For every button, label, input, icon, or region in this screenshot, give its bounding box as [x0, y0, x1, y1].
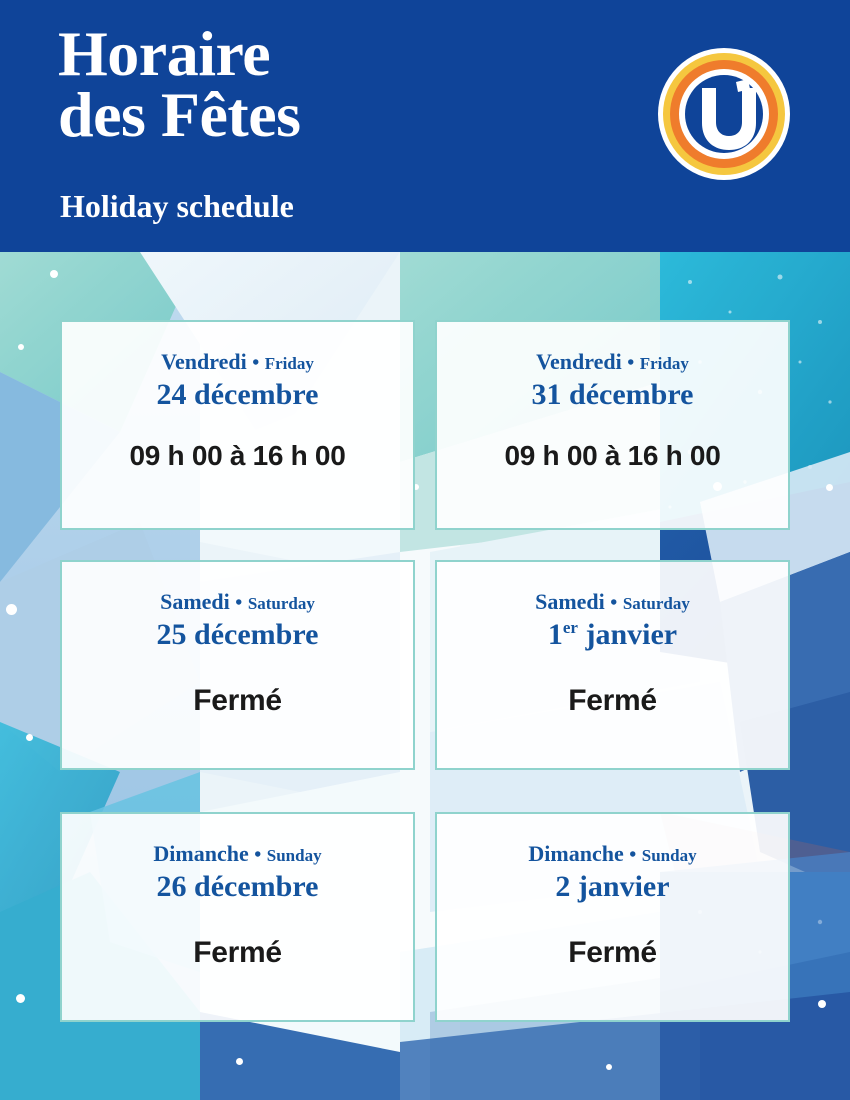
day-fr: Samedi [535, 589, 605, 614]
page-subtitle: Holiday schedule [60, 188, 294, 224]
card-date-rest: janvier [577, 618, 678, 652]
page-title-line1: Horaire [58, 18, 271, 89]
card-hours: Fermé [568, 683, 657, 717]
schedule-grid [0, 252, 850, 1100]
day-fr: Vendredi [536, 349, 622, 374]
page-title-line2: des Fêtes [58, 78, 301, 150]
day-fr: Dimanche [528, 841, 624, 866]
u-logo-icon [658, 48, 790, 180]
schedule-card [60, 560, 415, 770]
day-separator: • [254, 844, 262, 866]
card-date-text: 2 janvier [555, 870, 670, 904]
card-date-text: 25 décembre [156, 618, 319, 652]
day-fr: Dimanche [153, 841, 249, 866]
day-fr: Samedi [160, 589, 230, 614]
day-en: Sunday [641, 846, 697, 865]
day-separator: • [627, 352, 635, 374]
card-hours: Fermé [568, 935, 657, 969]
card-day-label [62, 350, 413, 374]
card-date [437, 616, 788, 654]
card-date [437, 376, 788, 414]
schedule-card [60, 320, 415, 530]
day-separator: • [252, 352, 260, 374]
card-date-text: 26 décembre [156, 870, 319, 904]
card-hours: 09 h 00 à 16 h 00 [504, 439, 721, 471]
u-letter-glyph [658, 48, 790, 180]
card-day-label [62, 590, 413, 614]
page-title [58, 18, 301, 150]
day-en: Friday [264, 354, 314, 373]
day-en: Saturday [247, 594, 315, 613]
card-day-label [437, 590, 788, 614]
day-fr: Vendredi [161, 349, 247, 374]
schedule-card [435, 812, 790, 1022]
card-date [437, 868, 788, 906]
card-hours: Fermé [193, 935, 282, 969]
schedule-card [435, 560, 790, 770]
day-separator: • [235, 592, 243, 614]
card-day-label [437, 842, 788, 866]
day-en: Sunday [266, 846, 322, 865]
card-date-text: 31 décembre [531, 378, 694, 412]
card-date [62, 376, 413, 414]
card-date-superscript: er [562, 618, 578, 638]
card-date-text: 24 décembre [156, 378, 319, 412]
card-date [62, 868, 413, 906]
card-day-label [437, 350, 788, 374]
schedule-card [435, 320, 790, 530]
card-hours: Fermé [193, 683, 282, 717]
day-separator: • [610, 592, 618, 614]
poster-header [0, 0, 850, 252]
day-en: Saturday [622, 594, 690, 613]
day-separator: • [629, 844, 637, 866]
day-en: Friday [639, 354, 689, 373]
card-day-label [62, 842, 413, 866]
card-date [62, 616, 413, 654]
schedule-card [60, 812, 415, 1022]
card-hours: 09 h 00 à 16 h 00 [129, 439, 346, 471]
card-date-text: 1 [547, 618, 563, 652]
